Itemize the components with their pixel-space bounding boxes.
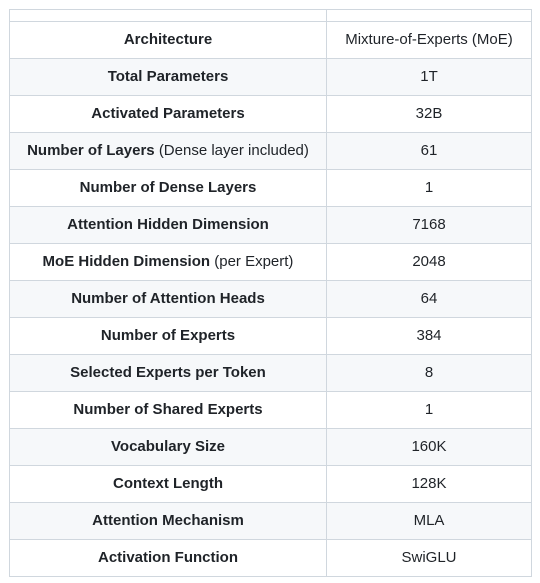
table-row — [10, 133, 532, 170]
row-label-cell — [10, 392, 327, 429]
row-label: Number of Attention Heads — [71, 290, 265, 307]
row-label: Total Parameters — [107, 68, 229, 85]
row-label-cell — [10, 170, 327, 207]
table-row — [10, 318, 532, 355]
row-label: Attention Mechanism — [92, 512, 244, 529]
row-value: 64 — [420, 290, 438, 307]
row-label: Selected Experts per Token — [70, 364, 266, 381]
row-value-cell — [327, 96, 532, 133]
row-value-cell — [327, 318, 532, 355]
row-value-cell — [327, 466, 532, 503]
row-label-cell — [10, 133, 327, 170]
row-label-cell — [10, 466, 327, 503]
row-value-cell — [327, 207, 532, 244]
table-row — [10, 96, 532, 133]
row-value-cell — [327, 503, 532, 540]
header-cell-value — [327, 10, 532, 22]
row-label: Attention Hidden Dimension — [67, 216, 269, 233]
row-label-cell — [10, 540, 327, 577]
row-label-note: (per Expert) — [214, 253, 294, 270]
row-label-cell — [10, 503, 327, 540]
row-label-cell — [10, 22, 327, 59]
row-value-cell — [327, 281, 532, 318]
table-row — [10, 170, 532, 207]
row-value-cell — [327, 540, 532, 577]
row-label: Number of Experts — [100, 327, 236, 344]
row-value-cell — [327, 59, 532, 96]
row-label-cell — [10, 244, 327, 281]
header-row — [10, 10, 532, 22]
row-value: 32B — [415, 105, 443, 122]
row-label-cell — [10, 59, 327, 96]
row-label-cell — [10, 429, 327, 466]
row-label-cell — [10, 318, 327, 355]
row-label: Activated Parameters — [91, 105, 245, 122]
table-row — [10, 503, 532, 540]
table-row — [10, 207, 532, 244]
row-value-cell — [327, 429, 532, 466]
row-value: 8 — [424, 364, 434, 381]
table-row — [10, 540, 532, 577]
row-value: 2048 — [412, 253, 446, 270]
row-label: Architecture — [123, 31, 213, 48]
row-value-cell — [327, 22, 532, 59]
row-value: 128K — [411, 475, 447, 492]
table-row — [10, 429, 532, 466]
spec-table-container — [9, 9, 531, 577]
row-label-cell — [10, 355, 327, 392]
row-label: Number of Dense Layers — [79, 179, 257, 196]
row-label: MoE Hidden Dimension — [42, 253, 211, 270]
table-header — [10, 10, 532, 22]
table-row — [10, 355, 532, 392]
row-value: MLA — [413, 512, 445, 529]
row-label: Activation Function — [98, 549, 238, 566]
row-label-cell — [10, 281, 327, 318]
model-spec-table — [9, 9, 532, 577]
row-label-note: (Dense layer included) — [158, 142, 309, 159]
row-value: Mixture-of-Experts (MoE) — [345, 31, 513, 48]
table-row — [10, 281, 532, 318]
row-label: Vocabulary Size — [111, 438, 225, 455]
row-value: 1T — [420, 68, 438, 85]
row-label-cell — [10, 207, 327, 244]
row-value: 1 — [424, 179, 434, 196]
row-label: Number of Layers — [27, 142, 155, 159]
row-value-cell — [327, 244, 532, 281]
row-label: Number of Shared Experts — [73, 401, 263, 418]
row-value-cell — [327, 133, 532, 170]
row-label-cell — [10, 96, 327, 133]
table-row — [10, 22, 532, 59]
row-value: 7168 — [412, 216, 446, 233]
row-value: 61 — [420, 142, 438, 159]
row-label: Context Length — [113, 475, 223, 492]
table-row — [10, 392, 532, 429]
row-value-cell — [327, 392, 532, 429]
table-row — [10, 59, 532, 96]
row-value-cell — [327, 170, 532, 207]
header-cell-key — [10, 10, 327, 22]
row-value: SwiGLU — [401, 549, 457, 566]
row-value: 384 — [416, 327, 442, 344]
row-value: 1 — [424, 401, 434, 418]
row-value-cell — [327, 355, 532, 392]
table-body — [10, 22, 532, 577]
row-value: 160K — [411, 438, 447, 455]
table-row — [10, 244, 532, 281]
table-row — [10, 466, 532, 503]
